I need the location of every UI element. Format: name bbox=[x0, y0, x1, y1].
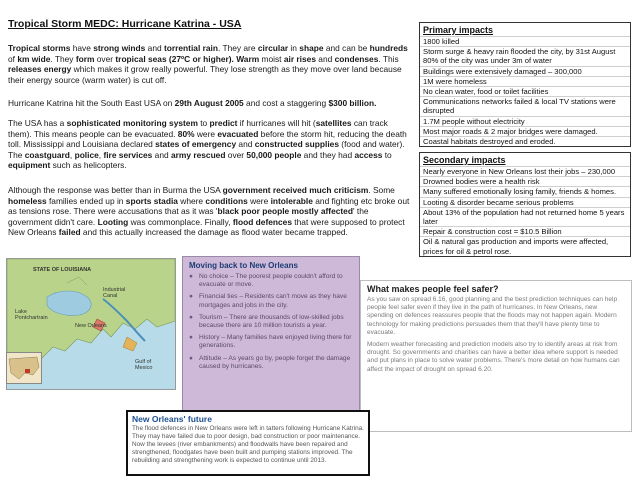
text-segment: satellites bbox=[315, 118, 352, 128]
bullet-icon: ● bbox=[189, 334, 193, 342]
text-segment: which makes it grow really powerful. They lose strength as they move over land because their energy source (warm water) is cut off. bbox=[8, 64, 402, 85]
text-segment: . This bbox=[378, 53, 399, 64]
list-item: Many suffered emotionally losing family, friends & homes. bbox=[420, 186, 630, 196]
text-segment: , bbox=[69, 149, 75, 160]
list-item bbox=[189, 273, 355, 289]
text-segment: . Some bbox=[368, 185, 395, 195]
text-segment: Hurricane Katrina hit the South East USA on bbox=[8, 98, 175, 108]
text-segment: circular bbox=[257, 43, 289, 53]
secondary-impacts-box bbox=[419, 152, 631, 257]
text-segment: of bbox=[8, 53, 18, 64]
list-item bbox=[189, 334, 355, 350]
moving-back-heading: Moving back to New Orleans bbox=[189, 261, 298, 270]
text-segment: constructed supplies bbox=[254, 139, 339, 150]
feel-safer-heading: What makes people feel safer? bbox=[367, 284, 499, 294]
feel-safer-paragraph-2: Modern weather forecasting and prediction models also try to identify areas at risk from drought. So governments and charities can have a better idea where support is needed and put plans in place to solve water problems. There's more detail on how humans can affect the impact of drought on spread 6.20. bbox=[367, 341, 620, 373]
text-segment: . They bbox=[50, 53, 76, 64]
paragraph-formation bbox=[8, 43, 410, 85]
text-segment: were bbox=[247, 195, 271, 206]
text-segment: predict bbox=[209, 118, 238, 128]
map-label-lake: Lake Pontchartrain bbox=[15, 309, 48, 321]
page-title: Tropical Storm MEDC: Hurricane Katrina - USA bbox=[8, 18, 242, 30]
text-segment: and bbox=[152, 149, 171, 160]
text-segment: air rises bbox=[283, 53, 316, 64]
text-segment: and bbox=[315, 53, 335, 64]
usa-inset-graphic bbox=[7, 353, 41, 383]
text-segment: shape bbox=[299, 43, 324, 53]
text-segment: intolerable bbox=[270, 195, 313, 206]
text-segment: . They are bbox=[217, 43, 258, 53]
text-segment: to bbox=[197, 118, 210, 128]
primary-impacts-heading: Primary impacts bbox=[423, 25, 494, 35]
map-label-state: STATE OF LOUISIANA bbox=[33, 267, 92, 273]
bullet-icon: ● bbox=[189, 273, 193, 280]
text-segment: Tropical storms bbox=[8, 43, 71, 53]
text-segment: Warm bbox=[236, 53, 260, 64]
paragraph-criticism bbox=[8, 185, 410, 238]
text-segment: conditions bbox=[205, 195, 248, 206]
text-segment: and bbox=[145, 43, 164, 53]
map-label-gulf: Gulf of Mexico bbox=[135, 359, 153, 371]
text-segment: ' the government didn't care. bbox=[8, 206, 369, 227]
list-item: Repair & construction cost = $10.5 Billion bbox=[420, 226, 630, 236]
text-segment: and bbox=[236, 139, 255, 150]
text-segment: failed bbox=[58, 227, 81, 238]
text-segment: have bbox=[70, 43, 94, 53]
list-item: Buildings were extensively damaged – 300,000 bbox=[420, 66, 630, 76]
text-segment: torrential rain bbox=[163, 43, 218, 53]
map-label-canal: Industrial Canal bbox=[103, 287, 126, 299]
feel-safer-card bbox=[360, 280, 632, 432]
future-heading: New Orleans' future bbox=[132, 414, 212, 424]
text-segment: over bbox=[94, 53, 116, 64]
moving-back-list bbox=[183, 273, 359, 371]
text-segment: tropical seas (27ºC or higher). bbox=[115, 53, 234, 64]
text-segment: and cost a staggering bbox=[243, 98, 329, 108]
text-segment: police bbox=[74, 149, 99, 160]
text-segment: homeless bbox=[8, 195, 47, 206]
text-segment: sports stadia bbox=[125, 195, 178, 206]
list-item-text: Attitude – As years go by, people forget the damage caused by hurricanes. bbox=[199, 354, 351, 370]
text-segment: black poor people mostly affected bbox=[217, 206, 353, 217]
list-item: Most major roads & 2 major bridges were damaged. bbox=[420, 126, 630, 136]
secondary-impacts-heading: Secondary impacts bbox=[423, 155, 506, 165]
list-item: 1.7M people without electricity bbox=[420, 116, 630, 126]
list-item bbox=[189, 355, 355, 371]
text-segment: 80% bbox=[177, 128, 195, 139]
text-segment: coastguard bbox=[24, 149, 70, 160]
text-segment: where bbox=[177, 195, 206, 206]
list-item: 1M were homeless bbox=[420, 76, 630, 86]
text-segment: Although the response was better than in Burma the USA bbox=[8, 185, 223, 195]
future-paragraph: The flood defences in New Orleans were left in tatters following Hurricane Katrina. They may have failed due to poor design, bad construction or poor maintenance. Now the levees (river embankments) and floodwalls have been repaired and strengthened, floodgates have been built and pumping stations improved. The rebuilding and strengthening work is expected to continue until 2013. bbox=[132, 425, 364, 464]
primary-impacts-box bbox=[419, 22, 631, 147]
paragraph-response bbox=[8, 118, 410, 171]
list-item: Nearly everyone in New Orleans lost their jobs – 230,000 bbox=[420, 166, 630, 176]
text-segment: km wide bbox=[17, 53, 51, 64]
text-segment: 29th August 2005 bbox=[174, 98, 244, 108]
text-segment: fire services bbox=[103, 149, 153, 160]
text-segment: army rescued bbox=[170, 149, 226, 160]
list-item bbox=[189, 314, 355, 330]
map-inset-usa bbox=[6, 352, 42, 384]
paragraph-date-cost bbox=[8, 98, 410, 109]
text-segment: to bbox=[382, 149, 392, 160]
future-card bbox=[126, 410, 370, 476]
feel-safer-paragraph-1: As you saw on spread 6.16, good planning and the best prediction techniques can help people feel safer even if they live in the path of hurricanes. In New Orleans, new spending on defences reassures people that the floods may not happen again. Modern technology for making predictions persuades them that they'll have plenty time to evacuate. bbox=[367, 296, 618, 336]
text-segment: $300 billion. bbox=[328, 98, 377, 108]
text-segment: over bbox=[225, 149, 247, 160]
text-segment: families ended up in bbox=[46, 195, 126, 206]
text-segment: can track them). This means people can be evacuated. bbox=[8, 118, 388, 139]
text-segment: were bbox=[194, 128, 218, 139]
moving-back-card bbox=[182, 256, 360, 421]
text-segment: strong winds bbox=[93, 43, 146, 53]
text-segment: condenses bbox=[334, 53, 379, 64]
text-segment: government received much criticism bbox=[222, 185, 369, 195]
text-segment: in bbox=[288, 43, 300, 53]
text-segment: moist bbox=[259, 53, 284, 64]
list-item-text: Financial ties – Residents can't move as they have mortgages and jobs in the city. bbox=[199, 293, 347, 309]
list-item-text: History – Many families have enjoyed living there for generations. bbox=[199, 334, 352, 350]
primary-impacts-list bbox=[420, 36, 630, 146]
text-segment: and they had bbox=[301, 149, 355, 160]
text-segment: if hurricanes will hit ( bbox=[237, 118, 316, 128]
text-segment: (food and water). The bbox=[8, 139, 405, 160]
text-segment: hundreds bbox=[369, 43, 408, 53]
text-segment: such as helicopters. bbox=[50, 160, 127, 171]
list-item: No clean water, food or toilet facilities bbox=[420, 86, 630, 96]
text-segment: before the storm hit, reducing the death toll. Mississippi and Louisiana declared bbox=[8, 128, 407, 150]
list-item: Oil & natural gas production and imports were affected, prices for oil & petrol rose. bbox=[420, 236, 630, 255]
text-segment: was commonplace. Finally, bbox=[128, 216, 233, 227]
bullet-icon: ● bbox=[189, 313, 193, 321]
text-segment: that were supposed to protect New Orleans bbox=[8, 216, 405, 238]
list-item: 1800 killed bbox=[420, 36, 630, 46]
text-segment: The USA has a bbox=[8, 118, 67, 128]
list-item-text: Tourism – There are thousands of low-skilled jobs because there are 10 million tourists a year. bbox=[199, 313, 344, 330]
list-item: Looting & disorder became serious problems bbox=[420, 197, 630, 207]
text-segment: and this actually increased the damage as flood water became trapped. bbox=[80, 227, 348, 238]
text-segment: evacuated bbox=[217, 128, 259, 139]
text-segment: equipment bbox=[8, 160, 51, 171]
list-item: Communications networks failed & local TV stations were disrupted bbox=[420, 96, 630, 115]
list-item bbox=[189, 293, 355, 309]
text-segment: flood defences bbox=[232, 216, 292, 227]
map-label-city: New Orleans bbox=[75, 323, 107, 329]
text-segment: sophisticated monitoring system bbox=[66, 118, 198, 128]
list-item: About 13% of the population had not returned home 5 years later bbox=[420, 207, 630, 226]
text-segment: Looting bbox=[97, 216, 129, 227]
list-item: Storm surge & heavy rain flooded the city, by 31st August 80% of the city was under 3m of water bbox=[420, 46, 630, 65]
text-segment: releases energy bbox=[8, 64, 72, 75]
text-segment: , bbox=[98, 149, 104, 160]
list-item-text: No choice – The poorest people couldn't afford to evacuate or move. bbox=[199, 273, 343, 289]
secondary-impacts-list bbox=[420, 166, 630, 256]
list-item: Drowned bodies were a health risk bbox=[420, 176, 630, 186]
bullet-icon: ● bbox=[189, 354, 193, 362]
list-item: Coastal habitats destroyed and eroded. bbox=[420, 136, 630, 146]
text-segment: and fighting etc broke out as tensions rose. There were accusations that as it was ' bbox=[8, 195, 410, 217]
text-segment: form bbox=[75, 53, 95, 64]
text-segment: 50,000 people bbox=[246, 149, 302, 160]
text-segment: and can be bbox=[323, 43, 370, 53]
text-segment: states of emergency bbox=[155, 139, 237, 150]
bullet-icon: ● bbox=[189, 293, 193, 301]
text-segment: access bbox=[354, 149, 383, 160]
